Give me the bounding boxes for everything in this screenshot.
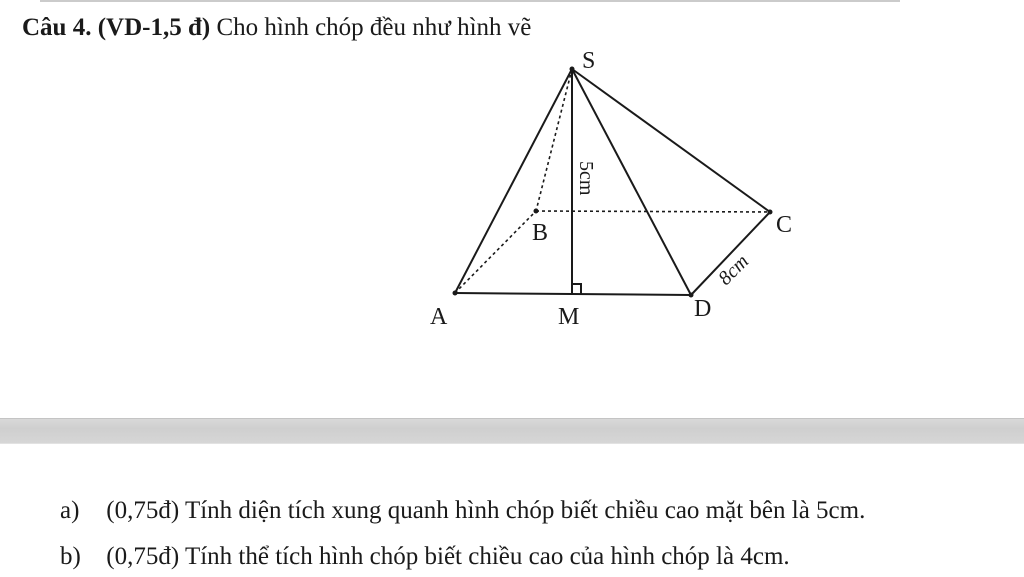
right-angle-marker <box>572 284 581 294</box>
sub-question-label: b) <box>60 543 81 570</box>
sub-question-points: (0,75đ) <box>106 497 180 524</box>
question-number: Câu 4. (VD-1,5 đ) <box>22 14 211 41</box>
page-divider <box>0 418 1024 444</box>
question-text: Cho hình chóp đều như hình vẽ <box>216 14 532 41</box>
sub-question-label: a) <box>60 497 80 524</box>
edge-SC <box>572 69 770 212</box>
sub-question-a <box>60 497 865 525</box>
vertex-label-M: M <box>558 304 580 330</box>
vertex-A-dot <box>453 291 458 296</box>
edge-SA <box>455 69 572 293</box>
vertex-label-A: A <box>430 304 448 330</box>
vertex-C-dot <box>768 210 773 215</box>
vertex-label-D: D <box>694 296 712 322</box>
edge-DC-label: 8cm <box>713 250 754 290</box>
vertex-D-dot <box>689 293 694 298</box>
sub-question-points: (0,75đ) <box>106 543 180 570</box>
vertex-label-B: B <box>532 220 549 246</box>
sub-question-text: Tính thể tích hình chóp biết chiều cao của hình chóp là 4cm. <box>184 543 790 570</box>
sub-question-text: Tính diện tích xung quanh hình chóp biết chiều cao mặt bên là 5cm. <box>184 497 866 524</box>
vertex-label-S: S <box>582 48 596 74</box>
sub-question-b <box>60 543 790 571</box>
vertex-B-dot <box>534 209 539 214</box>
edge-SB <box>536 69 572 211</box>
vertex-S-dot <box>570 67 575 72</box>
edge-AB <box>455 211 536 293</box>
vertex-label-C: C <box>776 212 793 238</box>
height-label: 5cm <box>575 161 597 196</box>
